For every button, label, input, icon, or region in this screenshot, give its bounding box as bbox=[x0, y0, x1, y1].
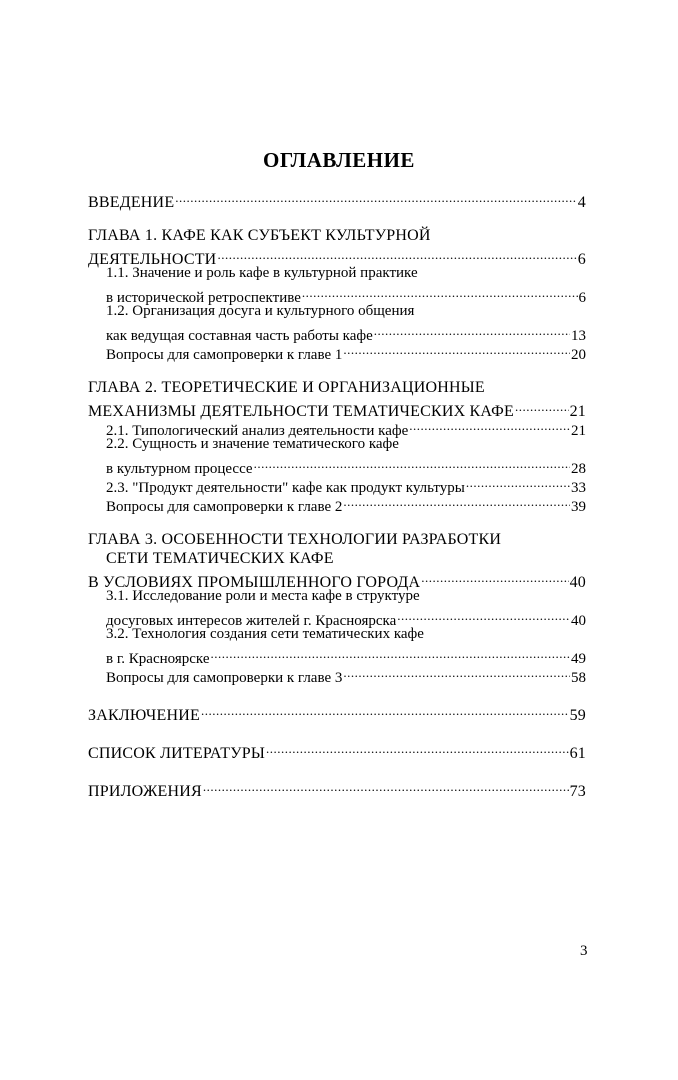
toc-entry-label: ПРИЛОЖЕНИЯ bbox=[88, 783, 202, 800]
toc-entry-label: 2.2. Сущность и значение тематического кафе bbox=[106, 436, 399, 452]
dot-leader bbox=[266, 739, 569, 758]
toc-entry-page: 4 bbox=[577, 194, 586, 211]
toc-entry-appendices[interactable] bbox=[88, 777, 586, 800]
dot-leader bbox=[217, 245, 576, 264]
toc-entry-label: Вопросы для самопроверки к главе 1 bbox=[106, 347, 343, 363]
toc-entry-page: 40 bbox=[569, 574, 586, 591]
toc-entry-label: 3.1. Исследование роли и места кафе в структуре bbox=[106, 588, 420, 604]
dot-leader bbox=[397, 606, 570, 625]
dot-leader bbox=[254, 454, 570, 473]
toc-entry-label: 3.2. Технология создания сети тематических кафе bbox=[106, 626, 424, 642]
toc-entry-label: Вопросы для самопроверки к главе 2 bbox=[106, 499, 343, 515]
toc-entry-label: В УСЛОВИЯХ ПРОМЫШЛЕННОГО ГОРОДА bbox=[88, 574, 421, 591]
toc-entry-page: 13 bbox=[571, 328, 586, 344]
toc-entry-page: 61 bbox=[569, 745, 586, 762]
page-title: ОГЛАВЛЕНИЕ bbox=[263, 148, 415, 172]
toc-entry-page: 28 bbox=[571, 461, 586, 477]
toc-entry-label: Вопросы для самопроверки к главе 3 bbox=[106, 670, 343, 686]
toc-entry-page: 40 bbox=[571, 613, 586, 629]
toc-entry-page: 33 bbox=[571, 480, 586, 496]
toc-entry-page: 21 bbox=[569, 403, 586, 420]
toc-entry-label: 1.2. Организация досуга и культурного общения bbox=[106, 303, 415, 319]
toc-entry-page: 6 bbox=[578, 290, 586, 306]
toc-entry-label: в исторической ретроспективе bbox=[106, 290, 301, 306]
toc-entry-label: ВВЕДЕНИЕ bbox=[88, 194, 175, 211]
toc-entry-introduction[interactable] bbox=[88, 188, 586, 211]
toc-entry-page: 73 bbox=[569, 783, 586, 800]
toc-entry-label: 2.1. Типологический анализ деятельности кафе bbox=[106, 423, 409, 439]
dot-leader bbox=[515, 397, 569, 416]
page-number: 3 bbox=[580, 943, 588, 959]
toc-entry-label: ЗАКЛЮЧЕНИЕ bbox=[88, 707, 200, 724]
toc-entry-section-2-2[interactable] bbox=[88, 435, 586, 477]
toc-entry-chapter-3[interactable] bbox=[88, 530, 586, 591]
toc-entry-label: СЕТИ ТЕМАТИЧЕСКИХ КАФЕ bbox=[106, 550, 334, 567]
toc-entry-section-3-1[interactable] bbox=[88, 587, 586, 629]
toc-entry-conclusion[interactable] bbox=[88, 701, 586, 724]
dot-leader bbox=[374, 321, 570, 340]
toc-entry-section-3-2[interactable] bbox=[88, 625, 586, 667]
toc-entry-label: ДЕЯТЕЛЬНОСТИ bbox=[88, 251, 217, 268]
toc-entry-references[interactable] bbox=[88, 739, 586, 762]
toc-entry-label: 1.1. Значение и роль кафе в культурной практике bbox=[106, 265, 418, 281]
toc-entry-page: 39 bbox=[571, 499, 586, 515]
toc-entry-page: 6 bbox=[577, 251, 586, 268]
toc-entry-chapter-1[interactable] bbox=[88, 226, 586, 268]
dot-leader bbox=[210, 644, 570, 663]
toc-entry-label: как ведущая составная часть работы кафе bbox=[106, 328, 373, 344]
toc-entry-section-1-1[interactable] bbox=[88, 264, 586, 306]
toc-entry-chapter-2[interactable] bbox=[88, 378, 586, 420]
table-of-contents bbox=[88, 188, 586, 800]
toc-entry-section-1-2[interactable] bbox=[88, 302, 586, 344]
toc-entry-label: МЕХАНИЗМЫ ДЕЯТЕЛЬНОСТИ ТЕМАТИЧЕСКИХ КАФЕ bbox=[88, 403, 514, 420]
toc-entry-label: в культурном процессе bbox=[106, 461, 253, 477]
toc-entry-label: в г. Красноярске bbox=[106, 651, 210, 667]
toc-entry-label: 2.3. "Продукт деятельности" кафе как продукт культуры bbox=[106, 480, 465, 496]
dot-leader bbox=[409, 416, 570, 435]
toc-entry-label: досуговых интересов жителей г. Красноярска bbox=[106, 613, 397, 629]
dot-leader bbox=[343, 492, 570, 511]
toc-entry-page: 21 bbox=[571, 423, 586, 439]
toc-entry-page: 49 bbox=[571, 651, 586, 667]
toc-entry-label: ГЛАВА 1. КАФЕ КАК СУБЪЕКТ КУЛЬТУРНОЙ bbox=[88, 227, 431, 244]
dot-leader bbox=[343, 340, 570, 359]
toc-entry-label: ГЛАВА 3. ОСОБЕННОСТИ ТЕХНОЛОГИИ РАЗРАБОТКИ bbox=[88, 531, 502, 548]
toc-entry-label: СПИСОК ЛИТЕРАТУРЫ bbox=[88, 745, 265, 762]
toc-entry-label: ГЛАВА 2. ТЕОРЕТИЧЕСКИЕ И ОРГАНИЗАЦИОННЫЕ bbox=[88, 379, 485, 396]
toc-entry-page: 58 bbox=[571, 670, 586, 686]
dot-leader bbox=[302, 283, 578, 302]
toc-entry-page: 59 bbox=[569, 707, 586, 724]
dot-leader bbox=[421, 568, 568, 587]
dot-leader bbox=[175, 188, 577, 207]
dot-leader bbox=[343, 663, 570, 682]
toc-entry-page: 20 bbox=[571, 347, 586, 363]
dot-leader bbox=[201, 701, 569, 720]
dot-leader bbox=[203, 777, 569, 796]
dot-leader bbox=[466, 473, 570, 492]
